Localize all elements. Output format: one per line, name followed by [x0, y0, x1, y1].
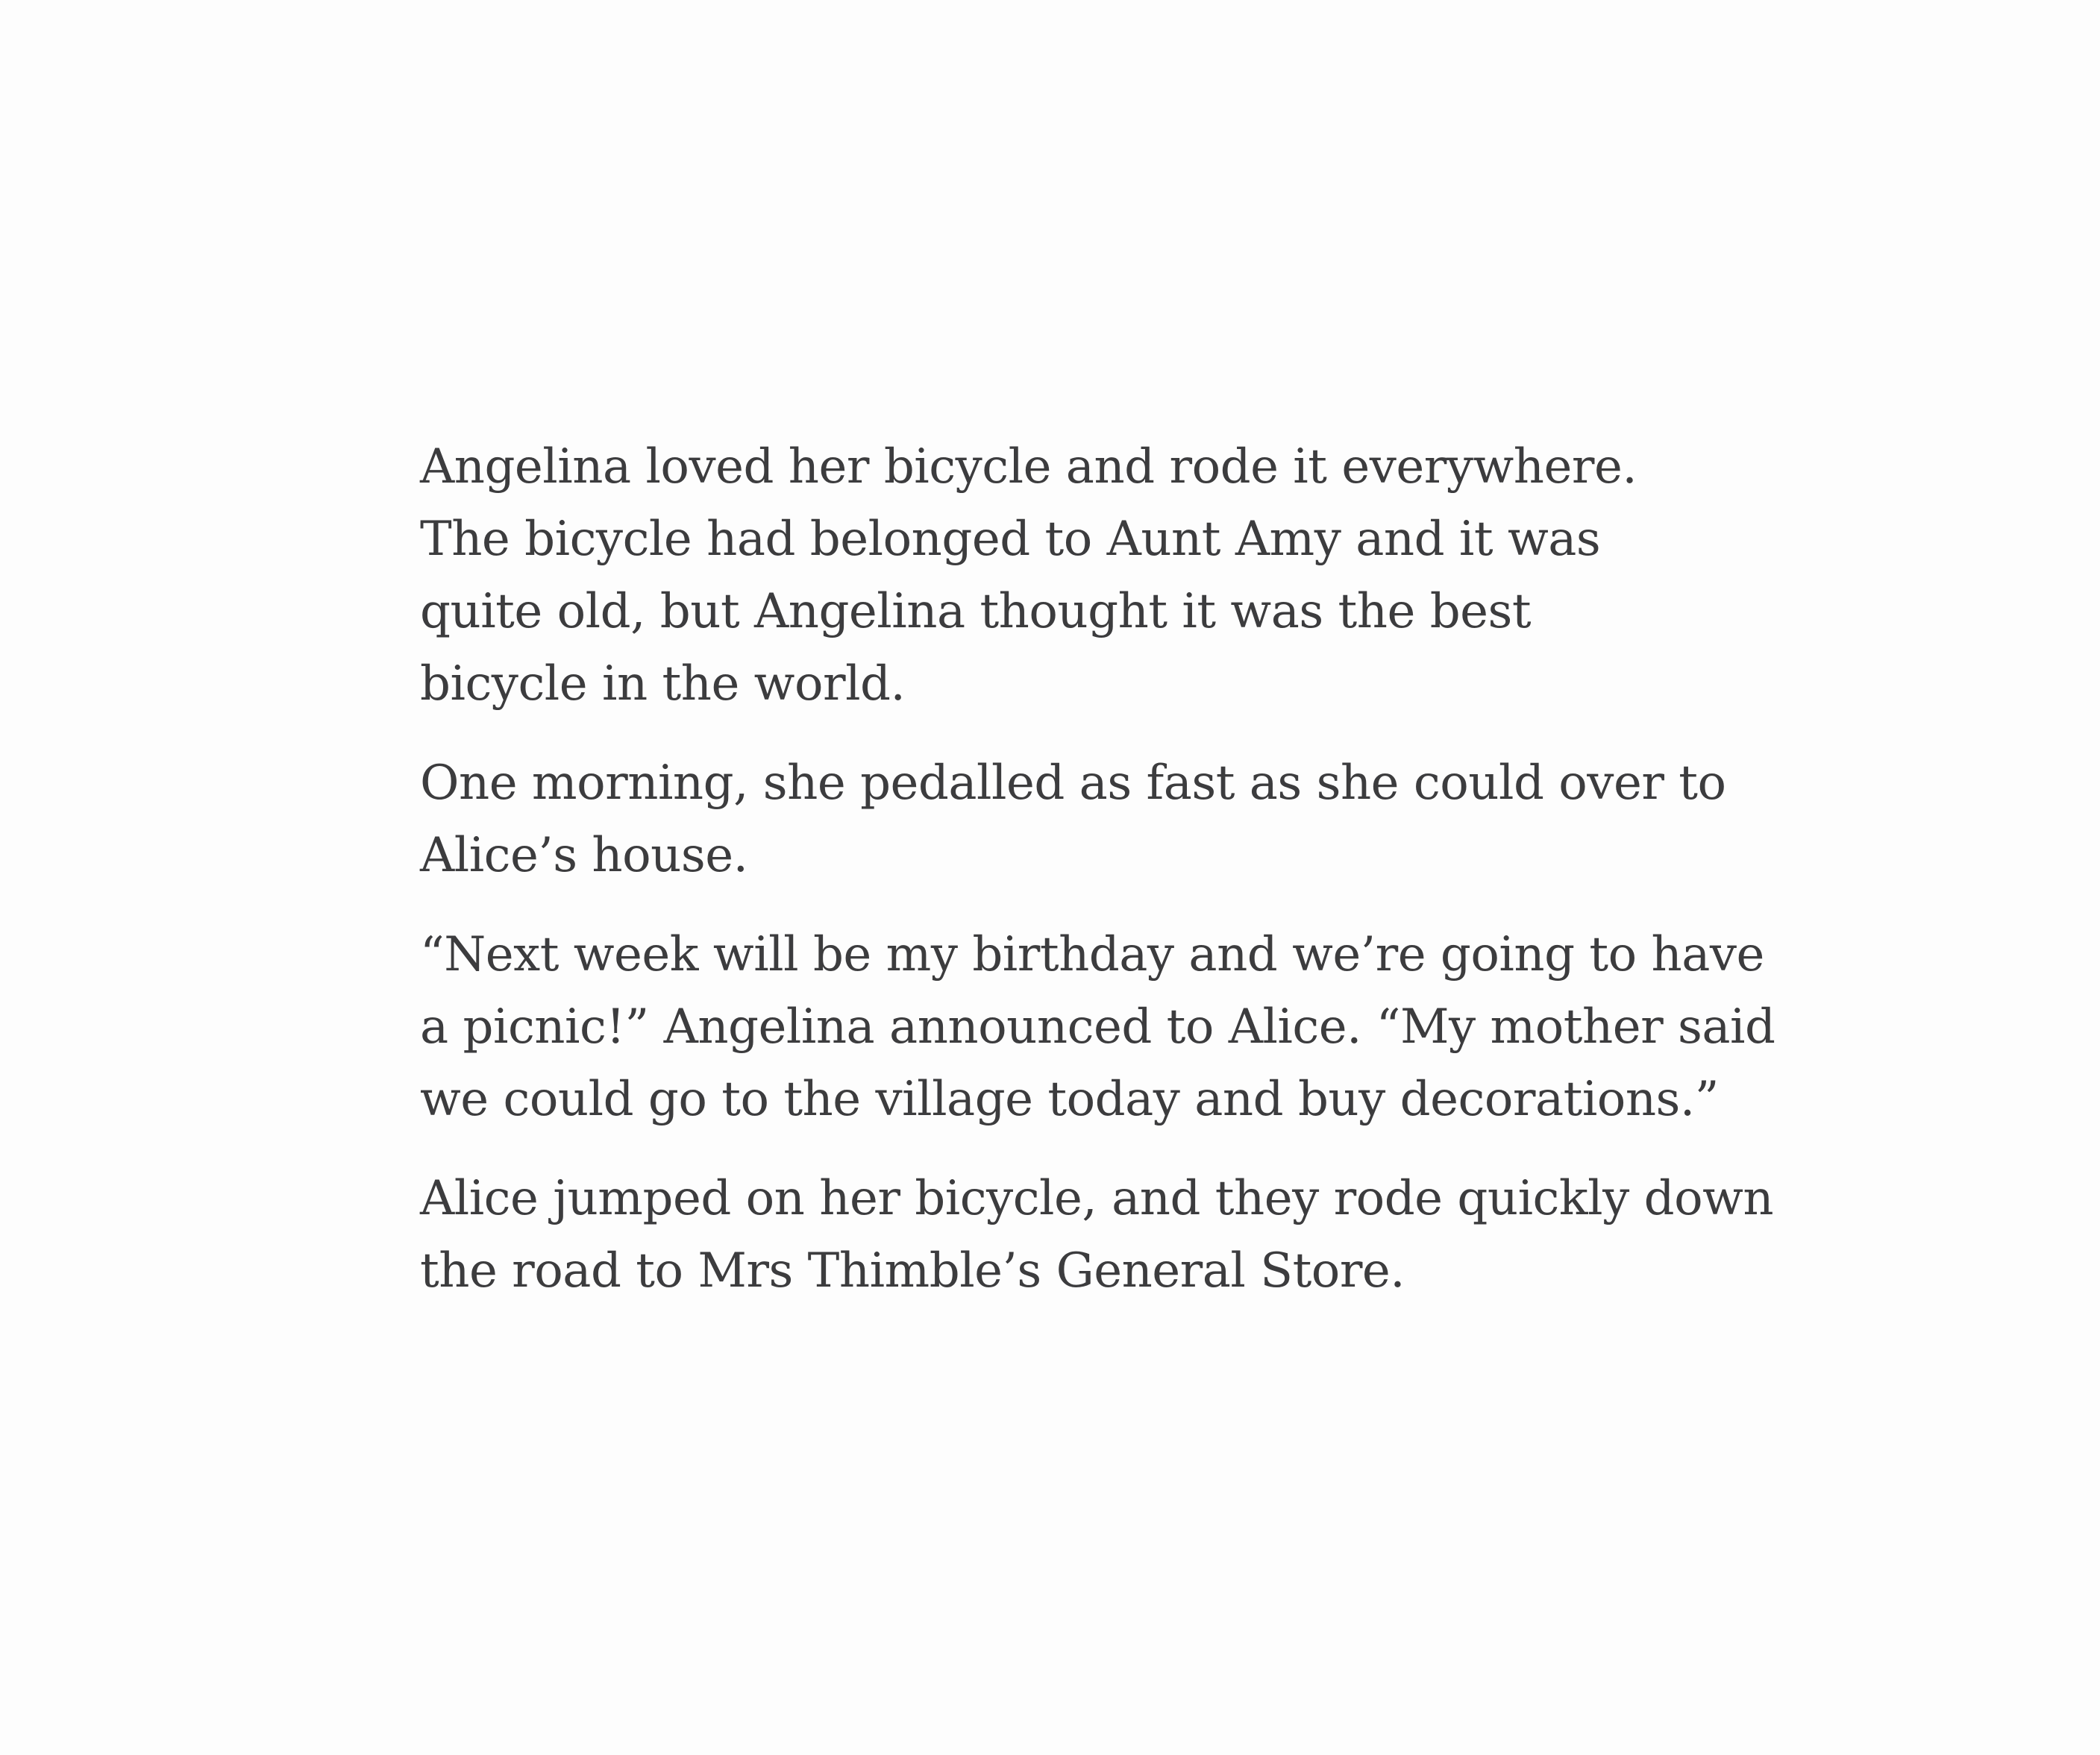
paragraph-1 [420, 431, 1837, 720]
paragraph-2 [420, 747, 1837, 892]
text-line: Alice jumped on her bicycle, and they rode quickly down [420, 1171, 1774, 1226]
text-line: quite old, but Angelina thought it was the best [420, 584, 1532, 639]
text-line: we could go to the village today and buy decorations.” [420, 1072, 1719, 1127]
text-line: bicycle in the world. [420, 656, 906, 712]
text-line: Angelina loved her bicycle and rode it everywhere. [420, 439, 1637, 495]
text-line: a picnic!” Angelina announced to Alice. “My mother said [420, 999, 1775, 1055]
text-line: the road to Mrs Thimble’s General Store. [420, 1243, 1405, 1299]
story-text [420, 431, 1837, 1334]
text-line: One morning, she pedalled as fast as she could over to [420, 756, 1726, 811]
text-line: “Next week will be my birthday and we’re going to have [420, 927, 1764, 982]
paragraph-4 [420, 1163, 1837, 1307]
text-line: Alice’s house. [420, 828, 748, 883]
paragraph-3 [420, 919, 1837, 1136]
text-line: The bicycle had belonged to Aunt Amy and it was [420, 512, 1601, 567]
